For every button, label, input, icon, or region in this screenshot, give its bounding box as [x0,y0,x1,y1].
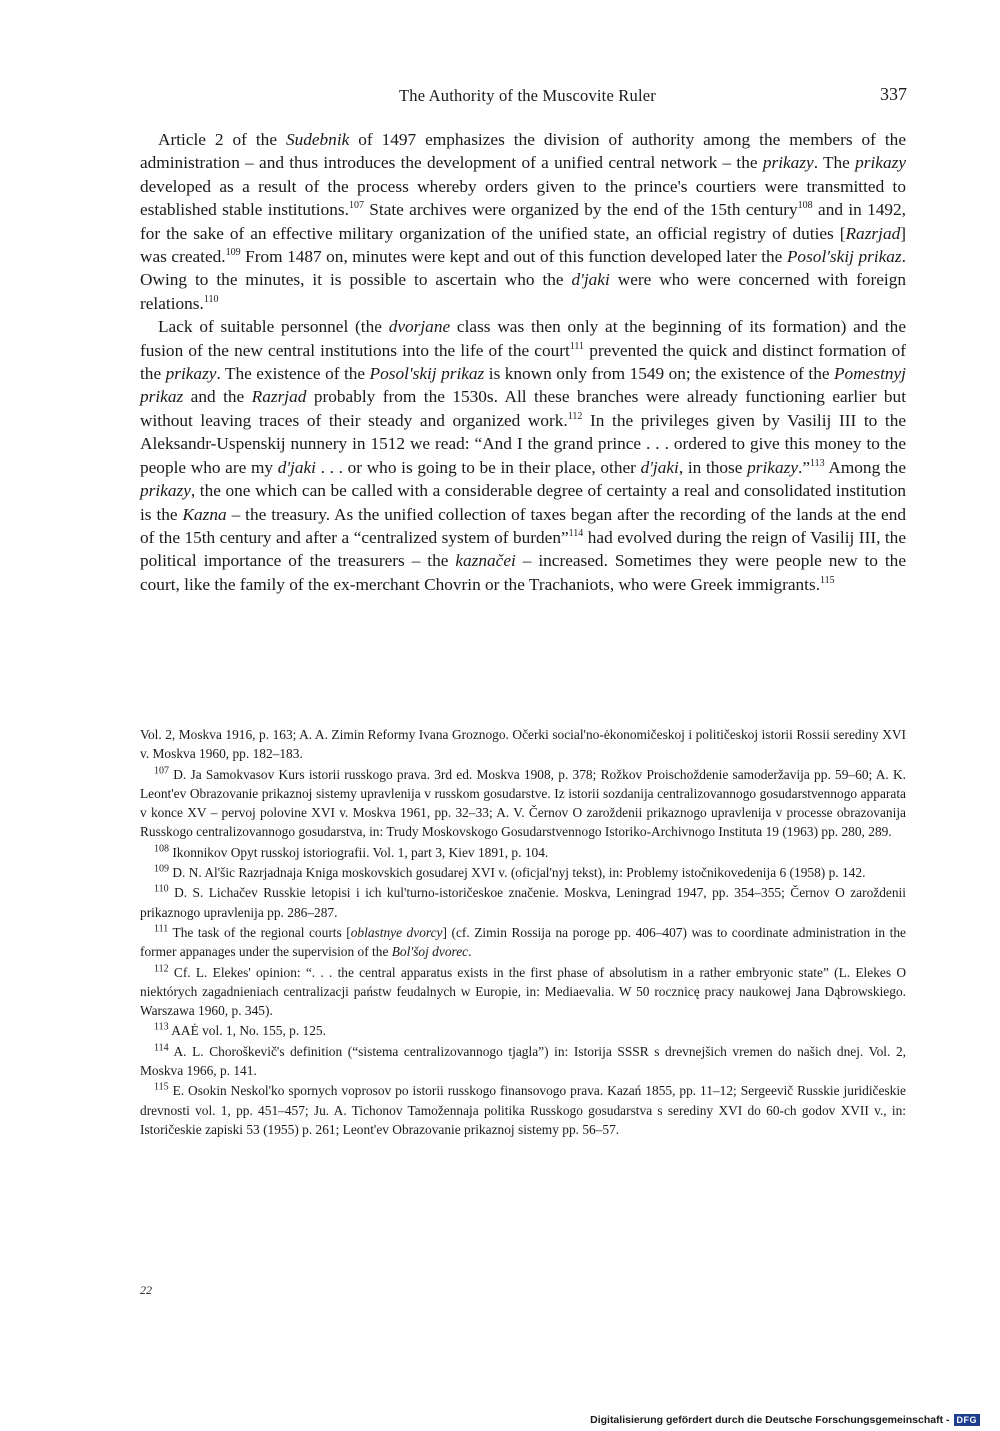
note-ref-115: 115 [820,574,835,586]
note-ref-109: 109 [225,247,241,259]
footnote-111: $^{111}$ The task of the regional courts [oblastnye dvorcy] (cf. Zimin Rossija na poroge pp. 406–407) was to coordinate administration in the former appanages under the supervision of the Bol'šoj dvorec. [140,923,907,960]
dfg-logo: DFG [954,1414,981,1426]
body-text [140,128,906,596]
footnote-110: $^{110}$ D. S. Lichačev Russkie letopisi i ich kul'turno-istoričeskoe značenie. Moskva, Leningrad 1947, pp. 354–355; Černov O zaroždenii prikaznogo upravlenija pp. 286–287. [140,883,906,920]
note-ref-107: 107 [348,200,364,212]
paragraph-1: Article 2 of the Sudebnik of 1497 emphasizes the division of authority among the members of the administration – and thus introduces the development of a unified central network – the prikazy. The prikazy developed as a result of the process whereby orders given to the prince's courtiers were transmitted to established stable institutions.$^{107}$ State archives were organized by the end of the 15th century$^{108}$ and in 1492, for the sake of an effective military organization of the unified state, an official registry of duties [Razrjad] was created.$^{109}$ From 1487 on, minutes were kept and out of this function developed later the Posol'skij prikaz. Owing to the minutes, it is possible to ascertain who the d'jaki were who were concerned with foreign relations.$^{110}$ [140,130,906,313]
note-ref-111: 111 [569,340,585,352]
note-ref-112: 112 [567,411,583,423]
running-head [140,86,915,110]
note-ref-113: 113 [810,457,825,469]
footnote-115: $^{115}$ E. Osokin Neskol'ko spornych voprosov po istorii russkogo finansovogo prava. Kazań 1855, pp. 11–12; Sergeevič Russkie juridičeskie drevnosti vol. 1, pp. 451–457; Ju. A. Tichonov Tamožennaja politika Russkogo gosudarstva s serediny XVI do 60-ch godov XVII v., in: Istoričeskie zapiski 53 (1955) p. 261; Leont'ev Obrazovanie prikaznoj sistemy pp. 56–57. [140,1081,906,1137]
footnote-continuation: Vol. 2, Moskva 1916, p. 163; A. A. Zimin Reformy Ivana Groznogo. Očerki social'no-ėkonomičeskoj i političeskoj istorii Rossii serediny XVI v. Moskva 1960, pp. 182–183. [140,727,906,762]
note-ref-108: 108 [797,200,813,212]
footnote-112: $^{112}$ Cf. L. Elekes' opinion: “. . . the central apparatus exists in the first phase of absolutism in a rather embryonic state” (L. Elekes O niektórych zagadnieniach centralizacji państw feudalnych w Europie, in: Mediaevalia. W 50 rocznicę pracy naukowej Jana Dąbrowskiego. Warszawa 1960, p. 345). [140,963,906,1019]
footnote-108: $^{108}$ Ikonnikov Opyt russkoj istoriografii. Vol. 1, part 3, Kiev 1891, p. 104. [154,843,549,860]
page-number: 337 [880,84,907,104]
note-ref-114: 114 [568,528,584,540]
footnote-113: $^{113}$ AAĖ vol. 1, No. 155, p. 125. [154,1021,326,1039]
footnote-114: $^{114}$ A. L. Choroškevič's definition (“sistema centralizovannogo tjagla”) in: Istorija SSSR s drevnejšich vremen do našich dnej. Vol. 2, Moskva 1966, p. 141. [140,1042,906,1079]
footnote-107: $^{107}$ D. Ja Samokvasov Kurs istorii russkogo prava. 3rd ed. Moskva 1908, p. 378; Rožkov Proischoždenie samoderžavija pp. 59–60; A. K. Leont'ev Obrazovanie prikaznoj sistemy upravlenija v russkom gosudarstve. Iz istorii sozdanija centralizovannogo gosudarstvennogo apparata v konce XV – pervoj polovine XVI v. Moskva 1961, pp. 32–33; A. V. Černov O zaroždenii prikaznogo upravlenija v processe obrazovanija Russkogo centralizovannogo gosudarstva, in: Trudy Moskovskogo Gosudarstvennogo Istoriko-Archivnogo Instituta 19 (1963) pp. 280, 289. [140,765,906,840]
running-title: The Authority of the Muscovite Ruler [399,86,656,105]
signature-mark: 22 [140,1283,152,1297]
footer-text: Digitalisierung gefördert durch die Deutsche Forschungsgemeinschaft - [590,1414,950,1426]
footnotes [140,725,906,1140]
paragraph-2: Lack of suitable personnel (the dvorjane class was then only at the beginning of its formation) and the fusion of the new central institutions into the life of the court$^{111}$ prevented the quick and distinct formation of the prikazy. The existence of the Posol'skij prikaz is known only from 1549 on; the existence of the Pomestnyj prikaz and the Razrjad probably from the 1530s. All these branches were already functioning earlier but without leaving traces of their steady and organized work.$^{112}$ In the privileges given by Vasilij III to the Aleksandr-Uspenskij nunnery in 1512 we read: “And I the grand prince . . . ordered to give this money to the people who are my d'jaki . . . or who is going to be in their place, other d'jaki, in those prikazy.”$^{113}$ Among the prikazy, the one which can be called with a considerable degree of certainty a real and consolidated institution is the Kazna – the treasury. As the unified collection of taxes began after the recording of the lands at the end of the 15th century and after a “centralized system of burden”$^{114}$ had evolved during the reign of Vasilij III, the political importance of the treasurers – the kaznačei – increased. Sometimes they were people new to the court, like the family of the ex-merchant Chovrin or the Trachaniots, who were Greek immigrants.$^{115}$ [140,317,907,594]
note-ref-110: 110 [203,294,219,306]
footnote-109: $^{109}$ D. N. Al'šic Razrjadnaja Kniga moskovskich gosudarej XVI v. (oficjal'nyj tekst), in: Problemy istočnikovedenija 6 (1958) p. 142. [154,863,866,881]
digitization-footer [590,1412,980,1428]
